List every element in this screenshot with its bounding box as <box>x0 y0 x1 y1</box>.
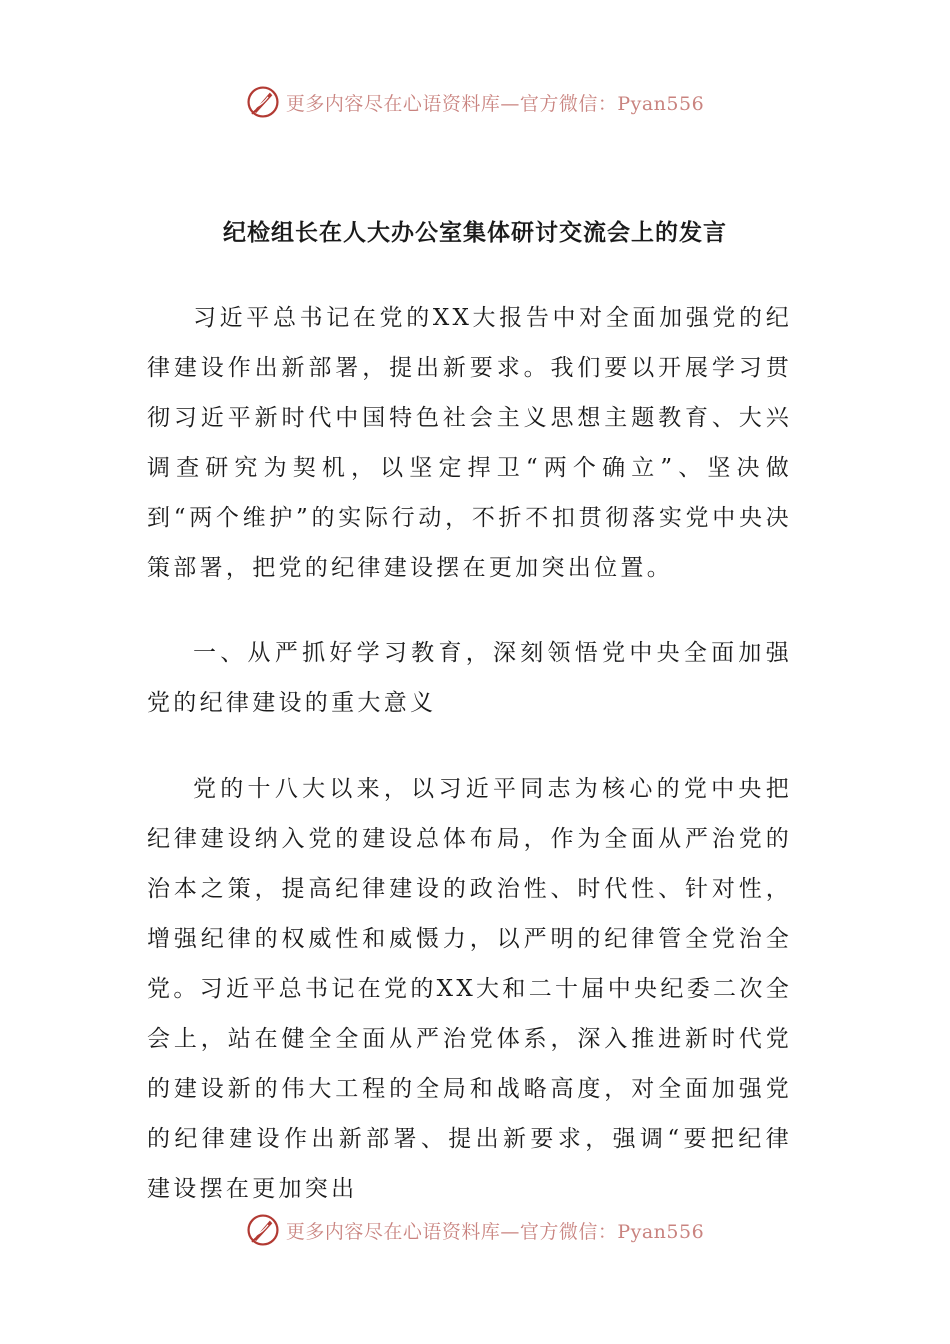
section-heading-1 <box>147 628 792 728</box>
paragraph-text: 党的十八大以来，以习近平同志为核心的党中央把纪律建设纳入党的建设总体布局，作为全面从严治党的治本之策，提高纪律建设的政治性、时代性、针对性，增强纪律的权威性和威慑力，以严明的纪律管全党治全党。习近平总书记在党的XX大和二十届中央纪委二次全会上，站在健全全面从严治党体系，深入推进新时代党的建设新的伟大工程的全局和战略高度，对全面加强党的纪律建设作出新部署、提出新要求，强调“要把纪律建设摆在更加突出 <box>147 776 792 1202</box>
document-paragraph-intro <box>147 293 792 593</box>
document-paragraph-body <box>147 764 792 1214</box>
footer-banner-content <box>246 1213 704 1247</box>
quill-logo-icon <box>246 1213 280 1247</box>
footer-banner <box>0 1206 950 1254</box>
paragraph-text: 习近平总书记在党的XX大报告中对全面加强党的纪律建设作出新部署，提出新要求。我们要以开展学习贯彻习近平新时代中国特色社会主义思想主题教育、大兴调查研究为契机，以坚定捍卫“两个确立”、坚决做到“两个维护”的实际行动，不折不扣贯彻落实党中央决策部署，把党的纪律建设摆在更加突出位置。 <box>147 305 792 581</box>
document-title: 纪检组长在人大办公室集体研讨交流会上的发言 <box>223 219 727 246</box>
header-banner <box>0 78 950 126</box>
footer-banner-text: 更多内容尽在心语资料库—官方微信：Pyan556 <box>285 1220 705 1243</box>
header-banner-text: 更多内容尽在心语资料库—官方微信：Pyan556 <box>285 92 705 115</box>
header-banner-content <box>246 85 704 119</box>
section-heading-text: 一、从严抓好学习教育，深刻领悟党中央全面加强党的纪律建设的重大意义 <box>147 640 792 716</box>
quill-logo-icon <box>246 85 280 119</box>
